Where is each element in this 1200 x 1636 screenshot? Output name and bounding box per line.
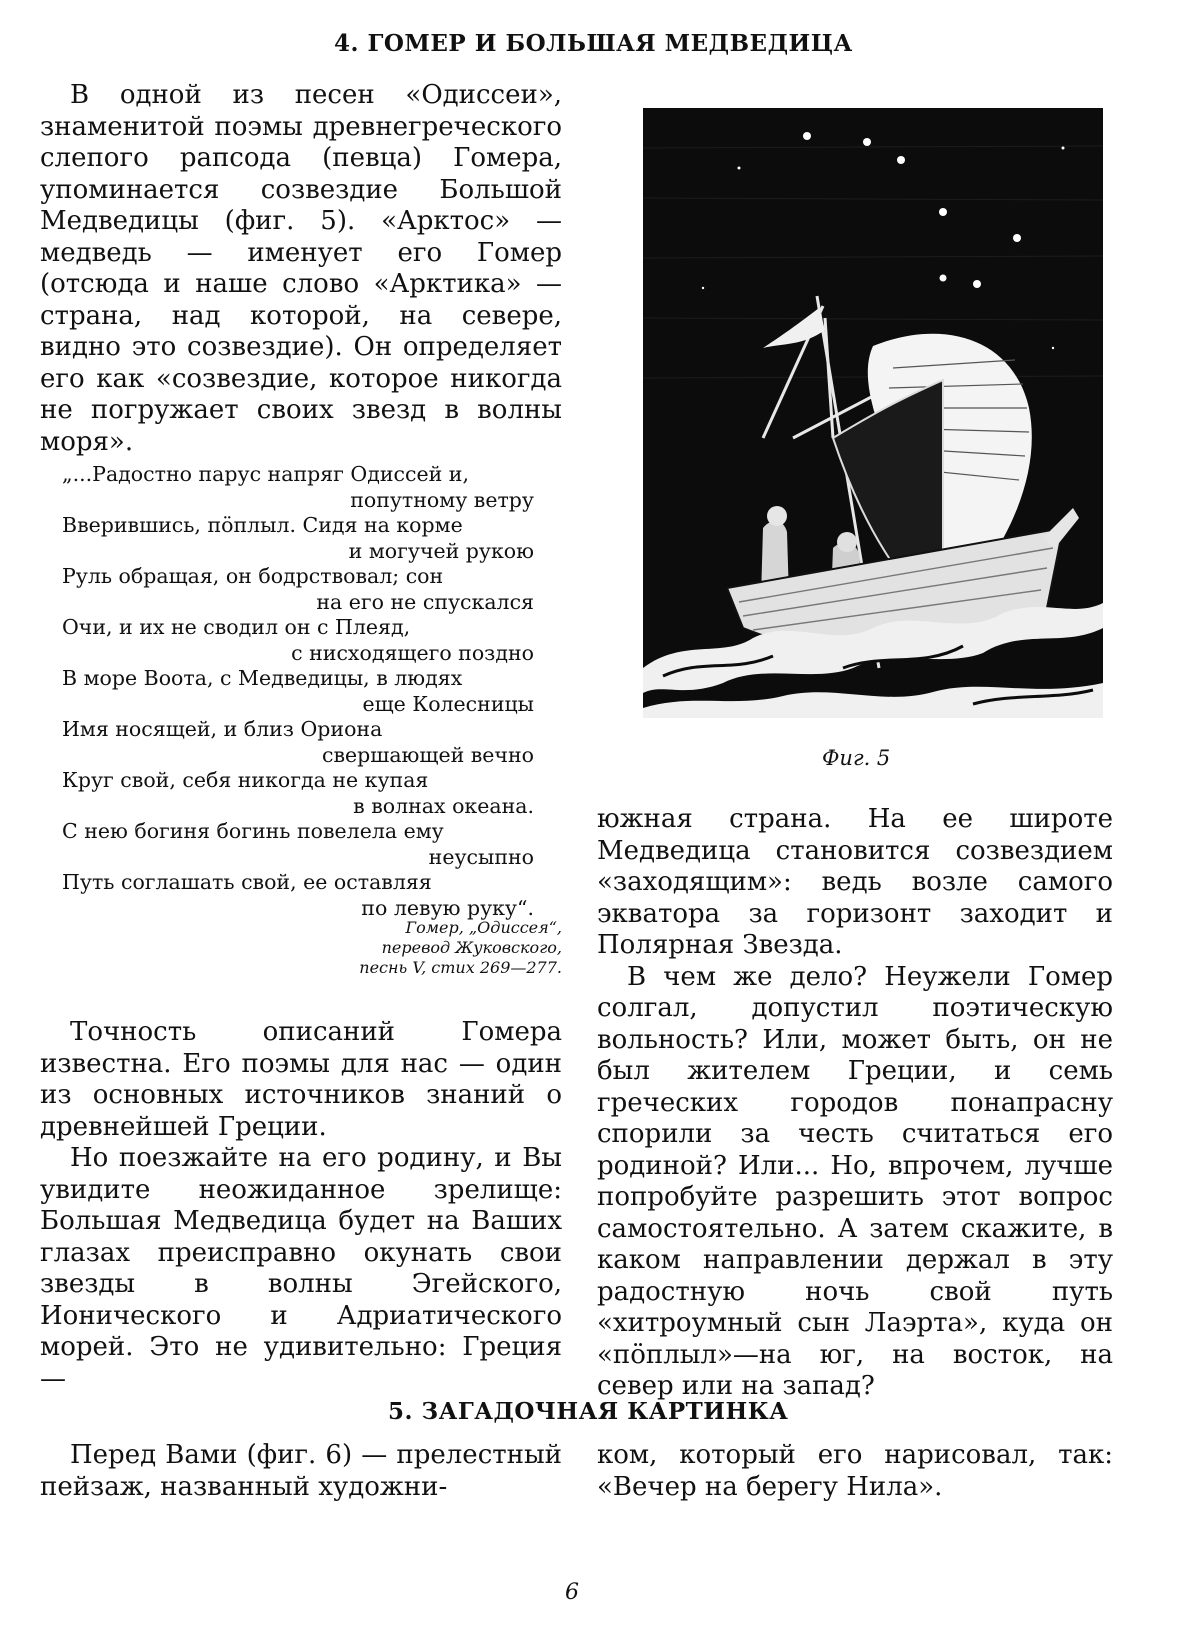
paragraph-southern-country: южная страна. На ее широте Медведица становится созвездием «заходящим»: ведь возле самого экватора за горизонт заходит и Полярная Звезда. [597, 804, 1113, 960]
verse-citation [300, 918, 562, 978]
verse-quotation [62, 462, 534, 921]
intro-paragraph [40, 80, 562, 458]
verse-line: Имя носящей, и близ Ориона [62, 717, 383, 741]
paragraph-puzzle-left: Перед Вами (фиг. 6) — прелестный пейзаж, названный художни- [40, 1440, 562, 1502]
intro-text: В одной из песен «Одиссеи», знаменитой поэмы древнегреческого слепого рапсода (певца) Гомера, упоминается созвездие Большой Медведицы (фиг. 5). «Арктос» — медведь — именует его Гомер (отсюда и наше слово «Арктика» — страна, над которой, на севере, видно это созвездие). Он определяет его как «созвездие, которое никогда не погружает своих звезд в волны моря». [40, 80, 562, 457]
figure-5-caption: Фиг. 5 [822, 746, 891, 770]
citation-line: песнь V, стих 269—277. [359, 958, 562, 977]
right-column-text [597, 804, 1113, 1403]
verse-line-continuation: с нисходящего поздно [291, 640, 534, 665]
verse-line: Очи, и их не сводил он с Плеяд, [62, 615, 411, 639]
figure-5-illustration [643, 108, 1103, 718]
citation-line: Гомер, „Одиссея“, [405, 918, 562, 937]
verse-line-continuation: и могучей рукою [348, 538, 534, 563]
verse-line-continuation: в волнах океана. [353, 793, 534, 818]
ship-under-stars-image [643, 108, 1103, 718]
paragraph-travel: Но поезжайте на его родину, и Вы увидите неожиданное зрелище: Большая Медведица будет на Ваших глазах преисправно окунать свои звезды в волны Эгейского, Ионического и Адриатического морей. Это не удивительно: Греция — [40, 1143, 562, 1394]
section-5-title: 5. ЗАГАДОЧНАЯ КАРТИНКА [388, 1398, 789, 1425]
section-5-right-text [597, 1440, 1113, 1503]
verse-line: С нею богиня богинь повелела ему [62, 819, 444, 843]
paragraph-puzzle-right: ком, который его нарисовал, так: «Вечер на берегу Нила». [597, 1440, 1113, 1502]
verse-line-continuation: попутному ветру [350, 487, 534, 512]
verse-line-continuation: свершающей вечно [321, 742, 534, 767]
verse-line: „...Радостно парус напряг Одиссей и, [62, 462, 469, 486]
verse-line: Руль обращая, он бодрствовал; сон [62, 564, 444, 588]
paragraph-accuracy: Точность описаний Гомера известна. Его поэмы для нас — один из основных источников знаний о древнейшей Греции. [40, 1017, 562, 1142]
verse-line-continuation: еще Колесницы [362, 691, 534, 716]
verse-line: Путь соглашать свой, ее оставляя [62, 870, 432, 894]
verse-line: В море Воота, с Медведицы, в людях [62, 666, 463, 690]
verse-line-continuation: на его не спускался [316, 589, 534, 614]
verse-line-continuation: по левую руку“. [361, 895, 534, 920]
section-4-title: 4. ГОМЕР И БОЛЬШАЯ МЕДВЕДИЦА [334, 30, 853, 57]
citation-line: перевод Жуковского, [381, 938, 562, 957]
verse-line: Круг свой, себя никогда не купая [62, 768, 429, 792]
verse-line: Вверившись, пöплыл. Сидя на корме [62, 513, 463, 537]
verse-line-continuation: неусыпно [428, 844, 534, 869]
paragraph-question: В чем же дело? Неужели Гомер солгал, допустил поэтическую вольность? Или, может быть, он не был жителем Греции, и семь греческих городов понапрасну спорили за честь считаться его родиной? Или... Но, впрочем, лучше попробуйте разрешить этот вопрос самостоятельно. А затем скажите, в каком направлении держал в эту радостную ночь свой путь «хитроумный сын Лаэрта», куда он «пöплыл»—на юг, на восток, на север или на запад? [597, 961, 1113, 1401]
page-number: 6 [565, 1580, 579, 1605]
section-5-left-text [40, 1440, 562, 1503]
left-lower-text [40, 1017, 562, 1395]
